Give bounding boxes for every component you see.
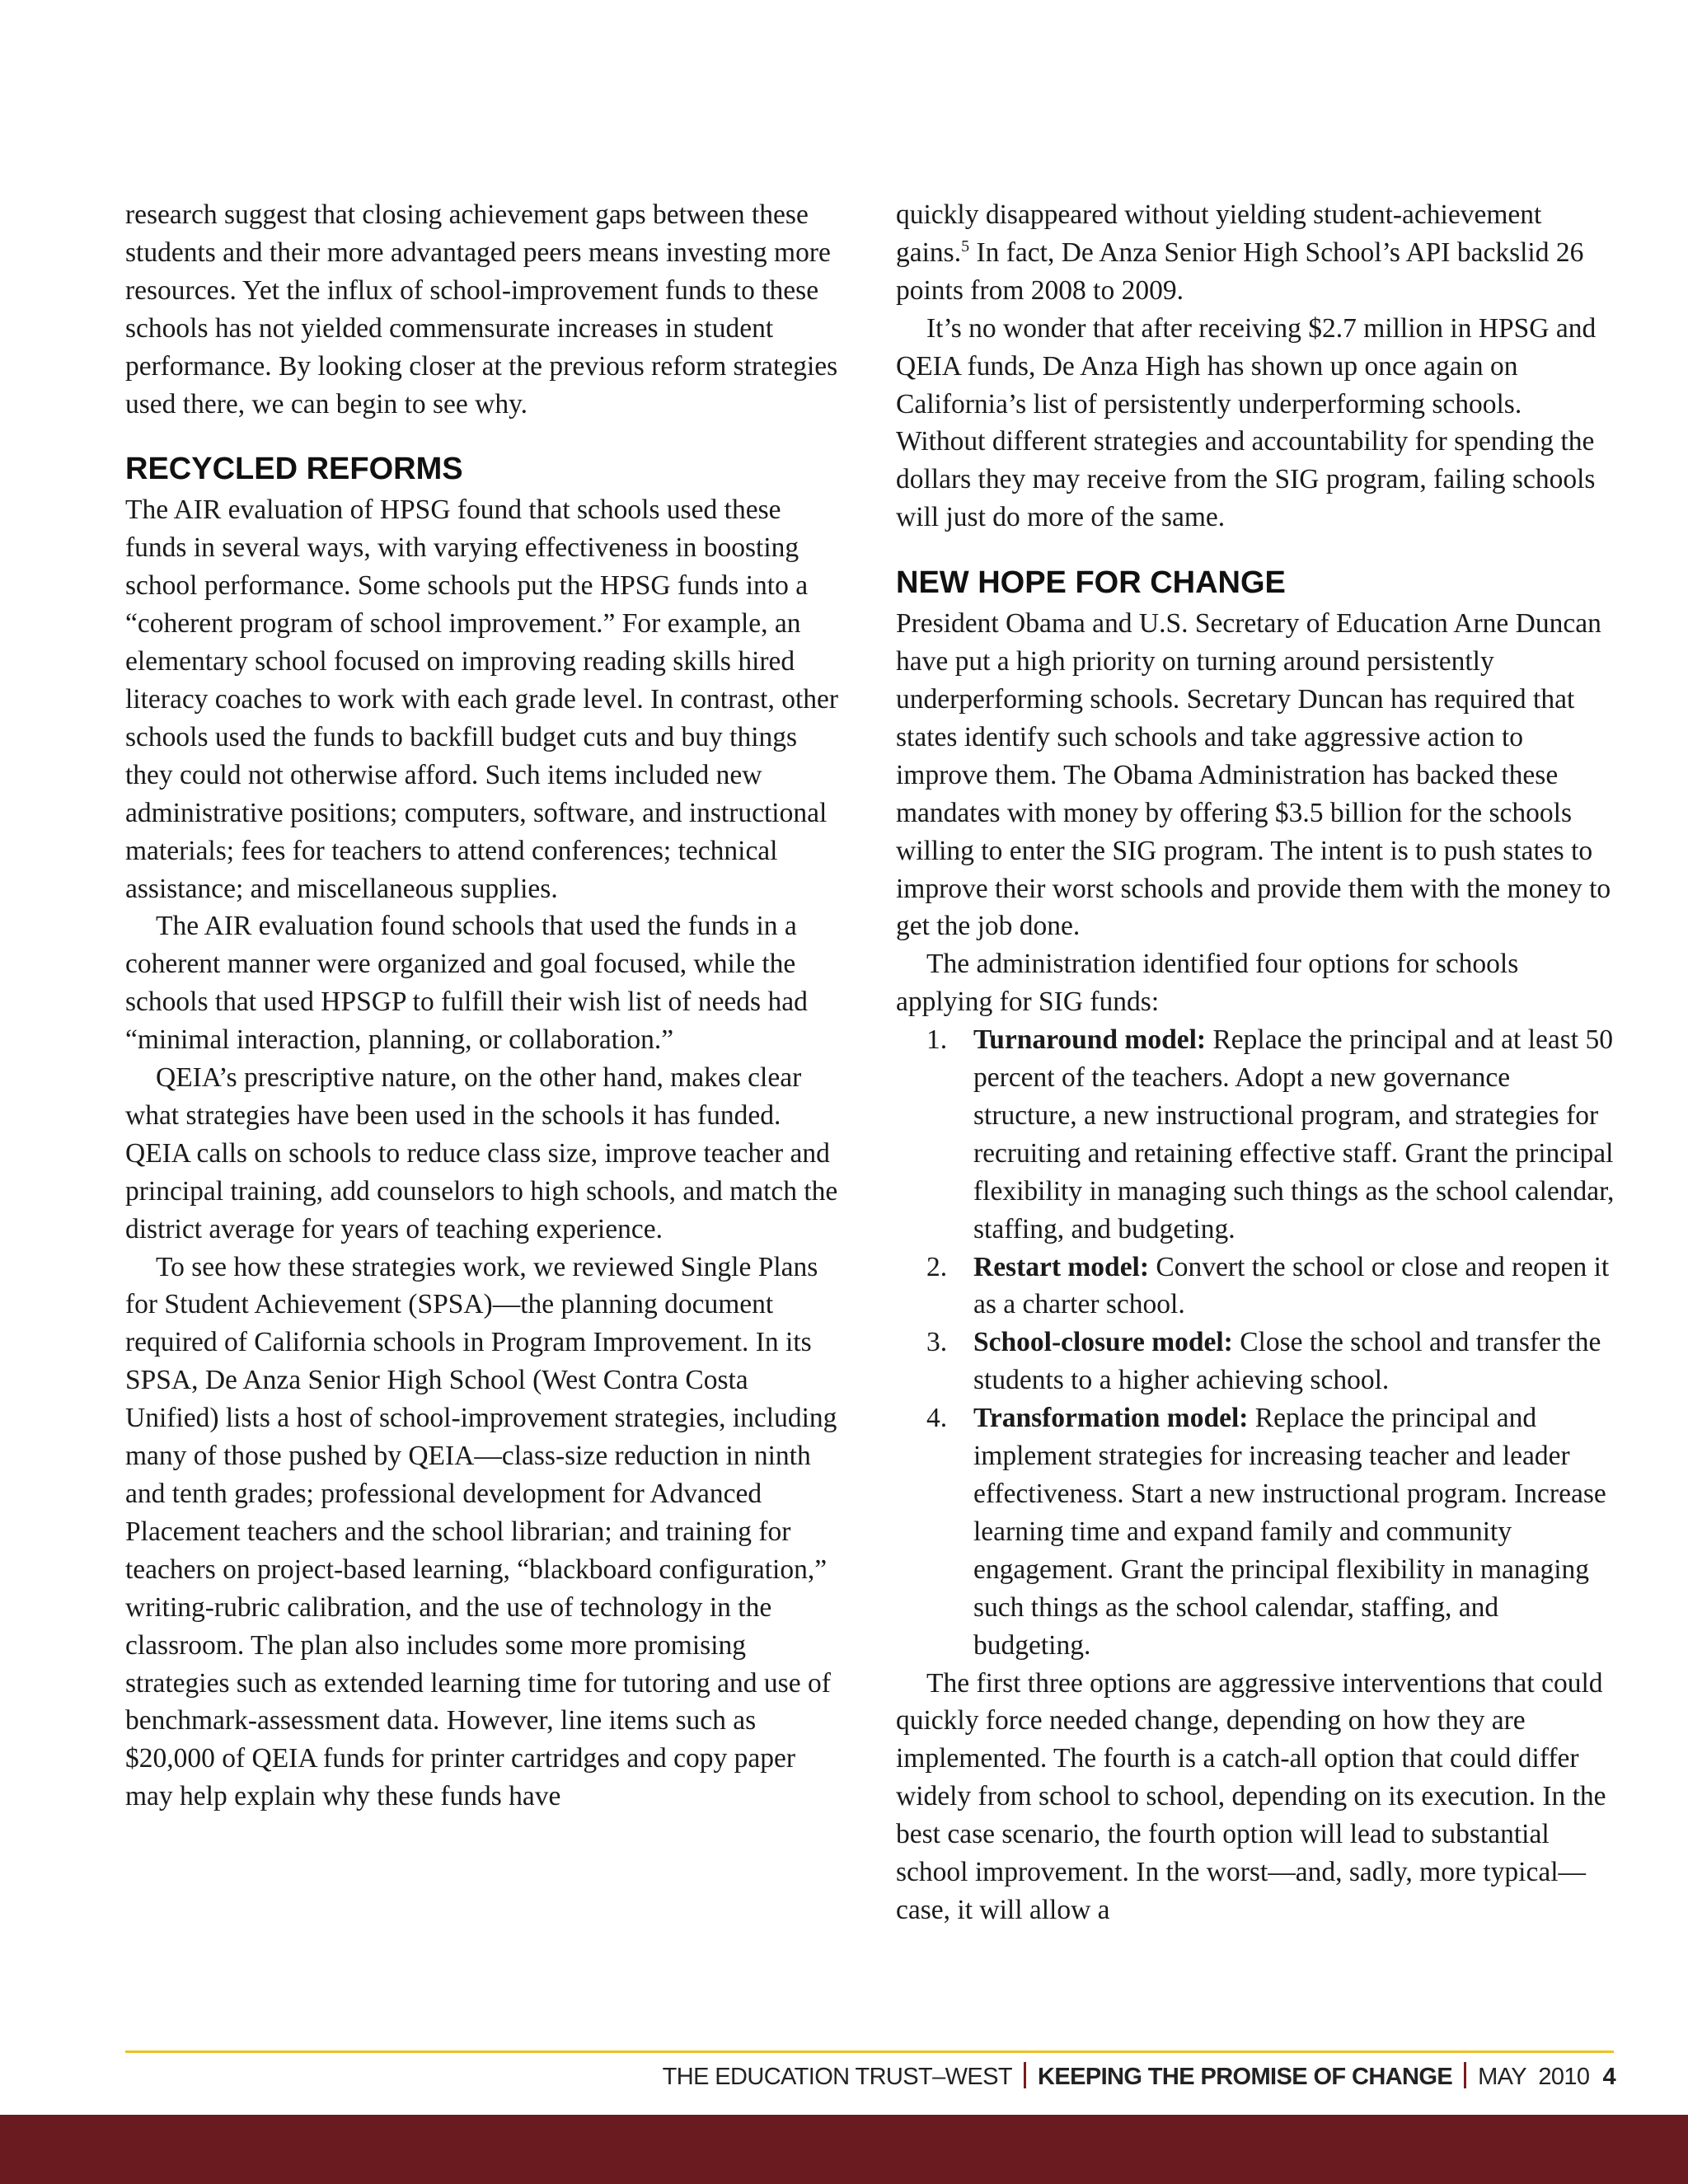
- footer-date: MAY 2010: [1478, 2064, 1590, 2090]
- list-number: 3.: [926, 1327, 948, 1358]
- sig-options-list: [896, 1021, 1617, 1664]
- right-column: [896, 196, 1617, 1929]
- list-item: [896, 1249, 1617, 1324]
- option-text: Replace the principal and implement strategies for increasing teacher and leader effectiveness. Start a new instructional program. Increase learning time and expand family and community engagement. Grant the principal flexibility in managing such things as the school calendar, staffing, and budgeting.: [973, 1403, 1606, 1661]
- body-paragraph: It’s no wonder that after receiving $2.7 million in HPSG and QEIA funds, De Anza High has shown up once again on California’s list of persistently underperforming schools. Without different strategies and accountability for spending the dollars they may receive from the SIG program, failing schools will just do more of the same.: [896, 312, 1597, 533]
- option-title: School-closure model:: [973, 1327, 1233, 1358]
- page-number: 4: [1602, 2064, 1615, 2090]
- list-item: [896, 1399, 1617, 1664]
- body-paragraph: research suggest that closing achievement gaps between these students and their more advantaged peers means investing more resources. Yet the influx of school-improvement funds to these schools has not yielded commensurate increases in student performance. By looking closer at the previous reform strategies used there, we can begin to see why.: [125, 199, 838, 419]
- body-paragraph: To see how these strategies work, we reviewed Single Plans for Student Achievement (SPSA)—the planning document required of California schools in Program Improvement. In its SPSA, De Anza Senior High School (West Contra Costa Unified) lists a host of school-improvement strategies, including many of those pushed by QEIA—class-size reduction in ninth and tenth grades; professional development for Advanced Placement teachers and the school librarian; and training for teachers on project-based learning, “blackboard configuration,” writing-rubric calibration, and the use of technology in the classroom. The plan also includes some more promising strategies such as extended learning time for tutoring and use of benchmark-assessment data. However, line items such as $20,000 of QEIA funds for printer cartridges and copy paper may help explain why these funds have: [125, 1251, 837, 1812]
- footer-organization: THE EDUCATION TRUST–WEST: [662, 2064, 1013, 2090]
- list-item: [896, 1021, 1617, 1248]
- bottom-band: [0, 2115, 1688, 2184]
- footnote-marker: 5: [961, 237, 970, 255]
- body-paragraph: The administration identified four options for schools applying for SIG funds:: [896, 949, 1519, 1018]
- list-number: 2.: [926, 1251, 948, 1282]
- option-text: Convert the school or close and reopen it as a charter school.: [973, 1251, 1610, 1320]
- body-paragraph: President Obama and U.S. Secretary of Education Arne Duncan have put a high priority on turning around persistently underperforming schools. Secretary Duncan has required that states identify such schools and take aggressive action to improve them. The Obama Administration has backed these mandates with money by offering $3.5 billion for the schools willing to enter the SIG program. The intent is to push states to improve their worst schools and provide them with the money to get the job done.: [896, 608, 1611, 942]
- list-number: 4.: [926, 1403, 948, 1434]
- list-number: 1.: [926, 1024, 948, 1056]
- section-heading-new-hope: NEW HOPE FOR CHANGE: [896, 565, 1286, 601]
- footer-report-title: KEEPING THE PROMISE OF CHANGE: [1038, 2064, 1453, 2090]
- body-text: quickly disappeared without yielding student-achievement gains.: [896, 199, 1542, 268]
- list-item: [896, 1324, 1617, 1399]
- body-paragraph: The AIR evaluation of HPSG found that schools used these funds in several ways, with varying effectiveness in boosting school performance. Some schools put the HPSG funds into a “coherent program of school improvement.” For example, an elementary school focused on improving reading skills hired literacy coaches to work with each grade level. In contrast, other schools used the funds to backfill budget cuts and buy things they could not otherwise afford. Such items included new administrative positions; computers, software, and instructional materials; fees for teachers to attend conferences; technical assistance; and miscellaneous supplies.: [125, 494, 839, 904]
- option-title: Transformation model:: [973, 1403, 1249, 1434]
- body-paragraph: The first three options are aggressive interventions that could quickly force needed change, depending on how they are implemented. The fourth is a catch-all option that could differ widely from school to school, depending on its execution. In the best case scenario, the fourth option will lead to substantial school improvement. In the worst—and, sadly, more typical—case, it will allow a: [896, 1667, 1606, 1925]
- left-column: [125, 196, 841, 1816]
- page-footer: [412, 2059, 1615, 2095]
- option-text: Close the school and transfer the students to a higher achieving school.: [973, 1327, 1601, 1396]
- option-title: Restart model:: [973, 1251, 1150, 1282]
- body-paragraph: The AIR evaluation found schools that used the funds in a coherent manner were organized and goal focused, while the schools that used HPSGP to fulfill their wish list of needs had “minimal interaction, planning, or collaboration.”: [125, 911, 808, 1056]
- body-text: In fact, De Anza Senior High School’s API backslid 26 points from 2008 to 2009.: [896, 237, 1584, 306]
- section-heading-recycled-reforms: RECYCLED REFORMS: [125, 452, 463, 487]
- option-text: Replace the principal and at least 50 percent of the teachers. Adopt a new governance structure, a new instructional program, and strategies for recruiting and retaining effective staff. Grant the principal flexibility in managing such things as the school calendar, staffing, and budgeting.: [973, 1024, 1615, 1244]
- body-paragraph: QEIA’s prescriptive nature, on the other hand, makes clear what strategies have been used in the schools it has funded. QEIA calls on schools to reduce class size, improve teacher and principal training, add counselors to high schools, and match the district average for years of teaching experience.: [125, 1062, 838, 1244]
- body-paragraph: [896, 196, 1617, 310]
- footer-separator: [1024, 2062, 1026, 2088]
- footer-rule: [125, 2050, 1614, 2053]
- option-title: Turnaround model:: [973, 1024, 1207, 1056]
- footer-separator: [1464, 2062, 1466, 2088]
